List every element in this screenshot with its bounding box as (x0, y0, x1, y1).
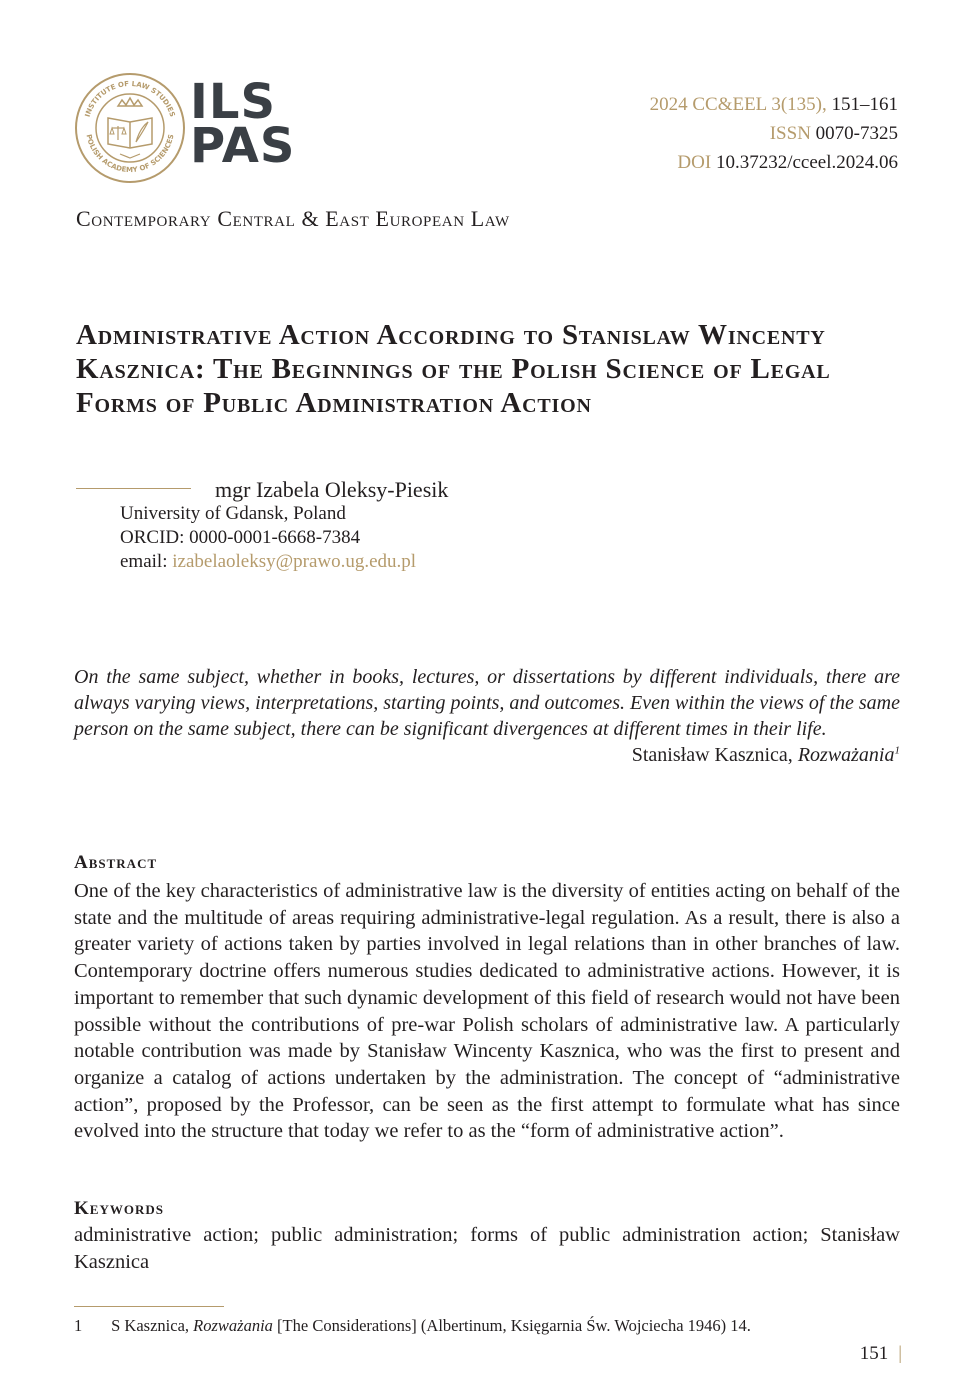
keywords-heading: Keywords (74, 1198, 164, 1219)
citation-pages: 151–161 (831, 94, 898, 115)
logo-line1: ILS (190, 74, 277, 130)
page-number: 151 | (859, 1343, 902, 1364)
doi-value: 10.37232/cceel.2024.06 (715, 152, 898, 173)
issn-value: 0070-7325 (815, 123, 898, 144)
footnote-number: 1 (74, 1316, 83, 1335)
author-details (120, 502, 416, 574)
issn-line (650, 119, 898, 148)
svg-text:POLISH ACADEMY OF SCIENCES: POLISH ACADEMY OF SCIENCES (84, 133, 176, 175)
article-title: Administrative Action According to Stanislaw Wincenty Kasznica: The Beginnings of the Polish Science of Legal Forms of Public Administration Action (76, 319, 831, 419)
ilspas-seal-logo (74, 72, 186, 184)
email-label: email: (120, 551, 168, 572)
author-orcid: ORCID: 0000-0001-6668-7384 (120, 527, 361, 548)
doi-label: DOI (677, 152, 712, 173)
ilspas-wordmark (190, 74, 296, 174)
keywords-body: administrative action; public administration; forms of public administration action; Stanisław Kasznica (74, 1224, 900, 1273)
citation-label: 2024 CC&EEL 3(135), (649, 94, 827, 115)
epigraph-author: Stanisław Kasznica, (631, 744, 793, 766)
author-affiliation: University of Gdansk, Poland (120, 503, 346, 524)
footnote (74, 1316, 751, 1336)
footnote-ref[interactable]: 1 (894, 744, 900, 757)
svg-text:INSTITUTE OF LAW STUDIES: INSTITUTE OF LAW STUDIES (83, 79, 177, 118)
footnote-post: [The Considerations] (Albertinum, Księgarnia Św. Wojciecha 1946) 14. (277, 1316, 751, 1335)
doi-line (650, 148, 898, 177)
abstract-body: One of the key characteristics of administrative law is the diversity of entities acting on behalf of the state and the multitude of areas requiring administrative-legal regulation. As a result, there is also a greater variety of actions taken by parties involved in legal relations than in other branches of law. Contemporary doctrine offers numerous studies dedicated to administrative actions. However, it is important to remember that such dynamic development of this field of research would not have been possible without the contributions of pre-war Polish scholars of administrative law. A particularly notable contribution was made by Stanisław Wincenty Kasznica, who was the first to present and organize a catalog of actions undertaken by the administration. The concept of “administrative action”, proposed by the Professor, can be seen as the first attempt to formulate what has since evolved into the structure that today we refer to as the “form of administrative action”. (74, 880, 900, 1143)
issn-label: ISSN (769, 123, 811, 144)
author-email-link[interactable]: izabelaoleksy@prawo.ug.edu.pl (172, 551, 417, 572)
author-rule (76, 488, 191, 489)
logo-line2: PAS (190, 118, 296, 174)
footnote-pre: S Kasznica, (111, 1316, 190, 1335)
footnote-work: Rozważania (193, 1316, 273, 1335)
epigraph-work: Rozważania$^1$ (797, 744, 900, 766)
footnote-rule (74, 1306, 224, 1307)
citation-line (650, 90, 898, 119)
epigraph-source (632, 744, 900, 767)
author-name: mgr Izabela Oleksy-Piesik (215, 477, 449, 502)
epigraph-quote: On the same subject, whether in books, lectures, or dissertations by different individuals, there are always varying views, interpretations, starting points, and outcomes. Even within the views of the same person on the same subject, there can be significant divergences at different times in their life. (74, 666, 900, 740)
author-email-line (120, 550, 416, 574)
abstract-heading: Abstract (74, 852, 158, 873)
article-meta (650, 90, 898, 177)
journal-name: Contemporary Central & East European Law (76, 206, 510, 231)
